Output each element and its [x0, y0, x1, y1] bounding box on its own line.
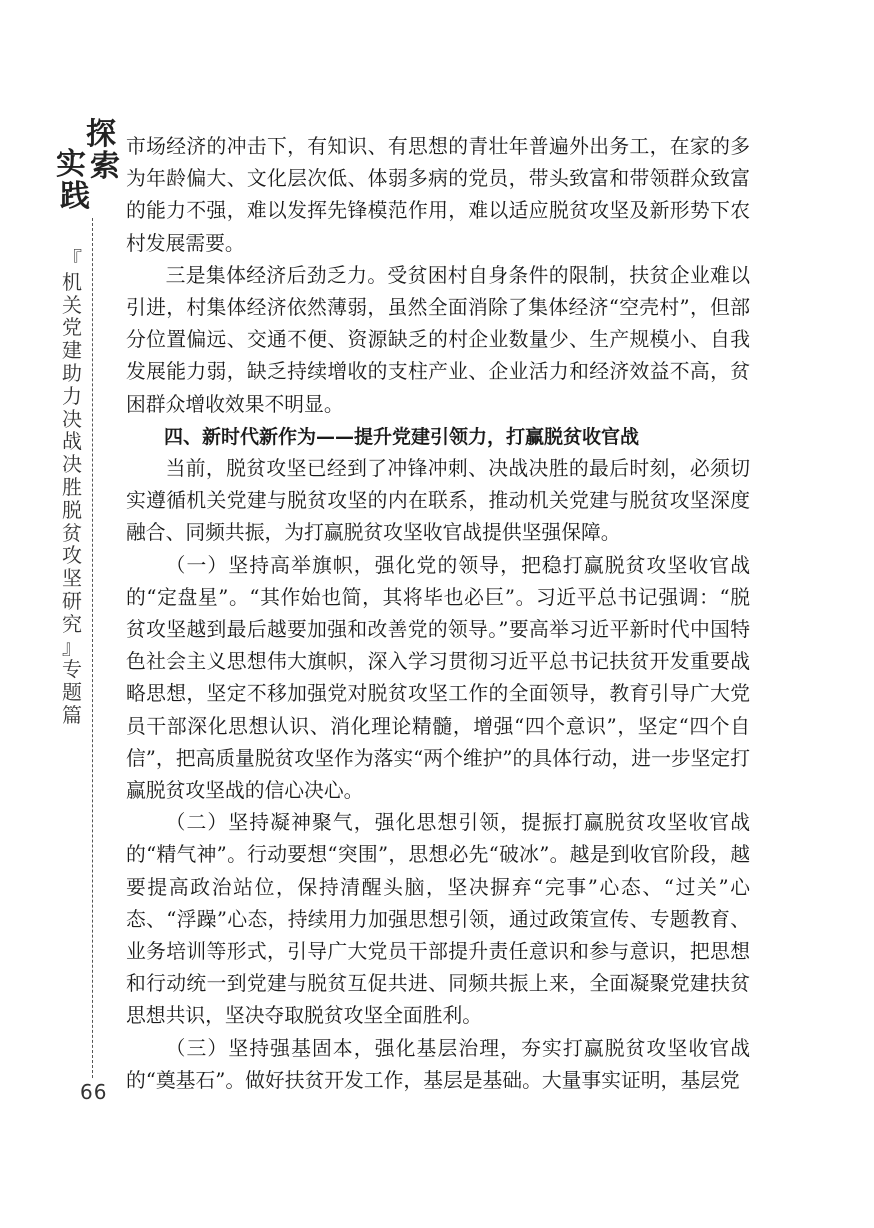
body-text: [126, 131, 750, 1097]
series-char: 助: [62, 360, 82, 385]
paragraph: 市场经济的冲击下，有知识、有思想的青壮年普遍外出务工，在家的多为年龄偏大、文化层次低、体弱多病的党员，带头致富和带领群众致富的能力不强，难以发挥先锋模范作用，难以适应脱贫攻坚及新形势下农村发展需要。: [126, 135, 750, 255]
logo-char: 探: [86, 117, 116, 152]
logo-char: 实: [56, 147, 86, 182]
paragraph-lead: 三是集体经济后劲乏力。: [165, 263, 388, 287]
section-heading: 四、新时代新作为——提升党建引领力，打赢脱贫收官战: [164, 425, 640, 448]
series-char: 战: [62, 429, 82, 454]
paragraph-lead: （三）坚持强基固本，强化基层治理，夯实打赢脱贫攻坚收官战的“奠基石”。: [126, 1036, 750, 1092]
logo-char: 索: [90, 149, 120, 184]
column-logo: [52, 117, 120, 250]
paragraph: [126, 1033, 750, 1097]
series-char: 胜: [62, 474, 82, 499]
series-char: 机: [62, 269, 82, 294]
paragraph: [126, 807, 750, 1032]
dashed-divider: [92, 218, 93, 1078]
paragraph-text: 行动要想“突围”，思想必先“破冰”。越是到收官阶段，越要提高政治站位，保持清醒头脑，坚决摒弃“完事”心态、“过关”心态、“浮躁”心态，持续用力加强思想引领，通过政策宣传、专题教育、业务培训等形式，引导广大党员干部提升责任意识和参与意识，把思想和行动统一到党建与脱贫互促共进、同频共振上来，全面凝聚党建扶贫思想共识，坚决夺取脱贫攻坚全面胜利。: [126, 843, 750, 1028]
series-char: 建: [62, 338, 82, 363]
series-title: [58, 248, 86, 727]
sidebar: [40, 108, 120, 1108]
paragraph-lead: （二）坚持凝神聚气，强化思想引领，提振打赢脱贫攻坚收官战的“精气神”。: [126, 811, 750, 867]
paragraph-lead: （一）坚持高举旗帜，强化党的领导，把稳打赢脱贫攻坚收官战的“定盘星”。: [126, 553, 750, 609]
series-char: 攻: [62, 543, 82, 568]
series-char: 贫: [62, 520, 82, 545]
paragraph-text: 做好扶贫开发工作，基层是基础。大量事实证明，基层党: [245, 1068, 740, 1092]
series-char: 题: [62, 680, 82, 705]
page-number: 66: [80, 1080, 108, 1104]
paragraph-text: “其作始也简，其将毕也必巨”。习近平总书记强调：“脱贫攻坚越到最后越要加强和改善党的领导。”要高举习近平新时代中国特色社会主义思想伟大旗帜，深入学习贯彻习近平总书记扶贫开发重要战略思想，坚定不移加强党对脱贫攻坚工作的全面领导，教育引导广大党员干部深化思想认识、消化理论精髓，增强“四个意识”，坚定“四个自信”，把高质量脱贫攻坚作为落实“两个维护”的具体行动，进一步坚定打赢脱贫攻坚战的信心决心。: [126, 585, 751, 803]
series-char: 』: [62, 634, 82, 659]
series-char: 专: [62, 657, 82, 682]
series-char: 坚: [62, 566, 82, 591]
paragraph: 当前，脱贫攻坚已经到了冲锋冲刺、决战决胜的最后时刻，必须切实遵循机关党建与脱贫攻坚的内在联系，推动机关党建与脱贫攻坚深度融合、同频共振，为打赢脱贫攻坚收官战提供坚强保障。: [126, 457, 750, 545]
series-char: 力: [62, 383, 82, 408]
series-char: 篇: [62, 702, 82, 727]
series-char: 『: [62, 247, 82, 271]
series-char: 党: [62, 315, 82, 340]
series-char: 决: [62, 406, 82, 431]
paragraph: [126, 260, 750, 421]
paragraph: [126, 550, 750, 808]
logo-char: 践: [60, 179, 90, 214]
series-char: 研: [62, 588, 82, 613]
paragraph-text: 受贫困村自身条件的限制，扶贫企业难以引进，村集体经济依然薄弱，虽然全面消除了集体经济“空壳村”，但部分位置偏远、交通不便、资源缺乏的村企业数量少、生产规模小、自我发展能力弱，缺乏持续增收的支柱产业、企业活力和经济效益不高，贫困群众增收效果不明显。: [126, 263, 750, 416]
series-char: 究: [62, 611, 82, 636]
series-char: 脱: [62, 497, 82, 522]
series-char: 关: [62, 292, 82, 317]
series-char: 决: [62, 452, 82, 477]
